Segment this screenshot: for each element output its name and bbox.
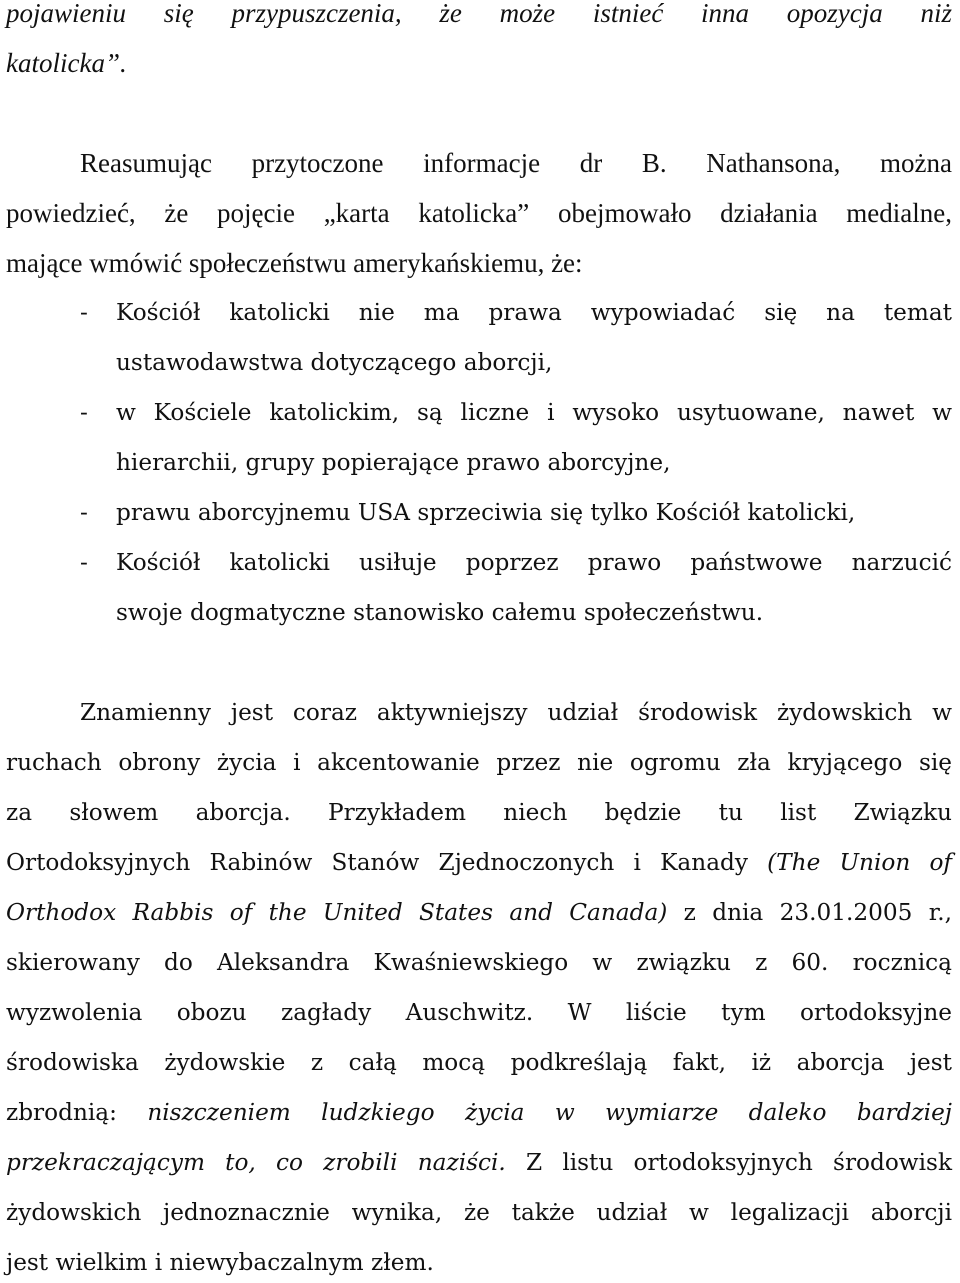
italic-run: Orthodox Rabbis of the United States and Canada) (6, 899, 668, 926)
text-line: powiedzieć, że pojęcie „karta katolicka” obejmowało działania medialne, (6, 198, 952, 228)
text-line: wyzwolenia obozu zagłady Auschwitz. W liście tym ortodoksyjne (6, 999, 952, 1026)
text-run: z dnia 23.01.2005 r., (667, 899, 952, 926)
text-run: Ortodoksyjnych Rabinów Stanów Zjednoczonych i Kanady (6, 849, 768, 876)
text-line: skierowany do Aleksandra Kwaśniewskiego w związku z 60. rocznicą (6, 949, 952, 976)
text-line: Reasumując przytoczone informacje dr B. Nathansona, można (80, 148, 952, 178)
text-line: katolicka”. (6, 48, 127, 78)
text-run: Z listu ortodoksyjnych środowisk (505, 1149, 953, 1176)
text-line (6, 843, 952, 883)
list-item: prawu aborcyjnemu USA sprzeciwia się tylko Kościół katolicki, (116, 499, 856, 526)
text-line: mające wmówić społeczeństwu amerykańskiemu, że: (6, 248, 583, 278)
list-dash: - (80, 299, 88, 326)
italic-run: przekraczającym to, co zrobili naziści. (6, 1149, 506, 1176)
text-line (6, 1143, 952, 1183)
text-line: Znamienny jest coraz aktywniejszy udział środowisk żydowskich w (80, 699, 952, 726)
text-line: ruchach obrony życia i akcentowanie przez nie ogromu zła kryjącego się (6, 749, 952, 776)
list-item: Kościół katolicki nie ma prawa wypowiadać się na temat (116, 299, 952, 326)
text-line: pojawieniu się przypuszczenia, że może istnieć inna opozycja niż (6, 0, 952, 28)
list-item: w Kościele katolickim, są liczne i wysoko usytuowane, nawet w (116, 399, 952, 426)
list-dash: - (80, 399, 88, 426)
text-line: jest wielkim i niewybaczalnym złem. (6, 1249, 434, 1276)
text-line: środowiska żydowskie z całą mocą podkreślają fakt, iż aborcja jest (6, 1049, 952, 1076)
list-item-continuation: swoje dogmatyczne stanowisko całemu społeczeństwu. (116, 599, 764, 626)
text-line: za słowem aborcja. Przykładem niech będzie tu list Związku (6, 799, 952, 826)
text-line (6, 893, 952, 933)
list-dash: - (80, 499, 88, 526)
list-item-continuation: hierarchii, grupy popierające prawo aborcyjne, (116, 449, 671, 476)
list-dash: - (80, 549, 88, 576)
list-item-continuation: ustawodawstwa dotyczącego aborcji, (116, 349, 553, 376)
italic-run: niszczeniem ludzkiego życia w wymiarze daleko bardziej (147, 1099, 952, 1126)
text-run: zbrodnią: (6, 1099, 148, 1126)
text-line: żydowskich jednoznacznie wynika, że także udział w legalizacji aborcji (6, 1199, 952, 1226)
italic-run: (The Union of (767, 849, 952, 876)
list-item: Kościół katolicki usiłuje poprzez prawo państwowe narzucić (116, 549, 952, 576)
text-line (6, 1093, 952, 1133)
